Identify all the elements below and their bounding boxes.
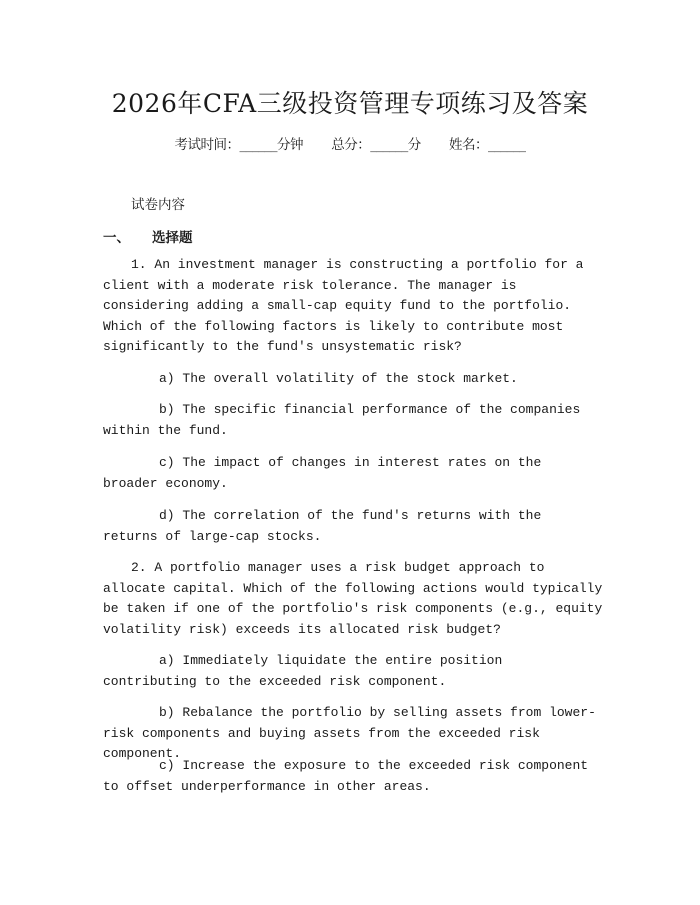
option-text: d) The correlation of the fund's returns with the returns of large-cap stocks. xyxy=(103,508,542,544)
total-score-field: 总分：______分 xyxy=(331,137,421,153)
question-1-text: 1. An investment manager is constructing a portfolio for a client with a moderate risk tolerance. The manager is considering adding a small-cap equity fund to the portfolio. Which of the following factors is likely to contribute most significantly to the fund's unsystematic risk? xyxy=(103,257,584,354)
document-title: 2026年CFA三级投资管理专项练习及答案 xyxy=(111,89,589,118)
question-1-option-b xyxy=(103,400,603,441)
option-text: c) The impact of changes in interest rates on the broader economy. xyxy=(103,455,542,491)
question-1-option-c xyxy=(103,453,603,494)
option-text: b) Rebalance the portfolio by selling assets from lower-risk components and buying assets from the exceeded risk component. xyxy=(103,705,596,761)
exam-time-field: 考试时间：______分钟 xyxy=(174,137,303,153)
content-label: 试卷内容 xyxy=(131,197,185,213)
question-1-option-a xyxy=(103,369,603,390)
question-2-option-c xyxy=(103,756,603,797)
option-text: c) Increase the exposure to the exceeded risk component to offset underperformance in other areas. xyxy=(103,758,589,794)
question-2 xyxy=(103,558,603,640)
section-number: 一、 xyxy=(103,230,130,246)
option-text: b) The specific financial performance of the companies within the fund. xyxy=(103,402,581,438)
question-2-option-a xyxy=(103,651,603,692)
exam-meta xyxy=(0,133,700,153)
name-field: 姓名：______ xyxy=(449,137,526,153)
section-title: 选择题 xyxy=(152,230,193,246)
question-1 xyxy=(103,255,603,358)
option-text: a) The overall volatility of the stock market. xyxy=(159,371,518,386)
question-1-option-d xyxy=(103,506,603,547)
option-text: a) Immediately liquidate the entire position contributing to the exceeded risk component. xyxy=(103,653,503,689)
section-heading xyxy=(103,226,193,246)
question-2-text: 2. A portfolio manager uses a risk budget approach to allocate capital. Which of the following actions would typically be taken if one of the portfolio's risk components (e.g., equity volatility risk) exceeds its allocated risk budget? xyxy=(103,560,603,637)
